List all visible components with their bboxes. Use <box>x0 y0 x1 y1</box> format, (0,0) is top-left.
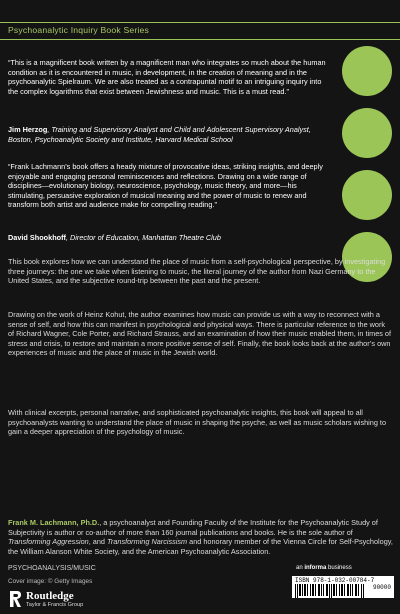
informa-business-label <box>296 565 352 571</box>
endorser-name: David Shookhoff <box>8 233 66 242</box>
book-title: Transforming Narcissism <box>106 537 188 547</box>
endorsement-quote-1 <box>8 58 328 96</box>
circle-decoration <box>342 46 392 96</box>
price-code: 90000 <box>372 584 391 591</box>
barcode-icon <box>295 584 365 598</box>
endorser-role: , Training and Supervisory Analyst and Child and Adolescent Supervisory Analyst, Boston, Psychoanalytic Society and Institute, Harvard Medical School <box>8 125 311 144</box>
series-title: Psychoanalytic Inquiry Book Series <box>8 25 150 35</box>
endorser-name: Jim Herzog <box>8 125 48 134</box>
author-bio <box>8 518 393 556</box>
author-bio-text: and honorary member of the Vienna Circle for Self-Psychology, the William Alanson White Society, and the American Psychoanalytic Association. <box>8 537 393 556</box>
informa-suffix: business <box>326 565 352 571</box>
publisher-group: Taylor & Francis Group <box>26 602 84 608</box>
author-bio-text: , a psychoanalyst and Founding Faculty of the Institute for the Psychoanalytic Study of Subjectivity is author or co-author of more than 160 journal publications and books. He is the sole author of <box>8 518 378 537</box>
isbn-number: ISBN 978-1-032-00784-7 <box>295 577 375 584</box>
author-name: Frank M. Lachmann, Ph.D. <box>8 518 100 527</box>
publisher-name: Routledge <box>26 590 74 602</box>
quote-text: “This is a magnificent book written by a magnificent man who integrates so much about the human condition as it is encountered in music, in development, in the creation of meaning and in the psychoanalytic Spielraum. We are also treated as a contrapuntal motif to an intriguing inquiry into the complex logarithms that exist between Jewishness and music. This is a must read.” <box>8 58 326 96</box>
cover-image-credit: Cover image: © Getty Images <box>8 578 93 585</box>
series-banner <box>0 22 400 40</box>
subject-category: PSYCHOANALYSIS/MUSIC <box>8 565 96 572</box>
endorsement-quote-2 <box>8 162 328 210</box>
endorsement-credit-2 <box>8 233 328 243</box>
routledge-logo-icon <box>8 590 22 608</box>
isbn-barcode <box>292 576 394 598</box>
endorser-role: , Director of Education, Manhattan Theatre Club <box>65 233 221 242</box>
quote-text: “Frank Lachmann’s book offers a heady mixture of provocative ideas, striking insights, and deeply enjoyable and engaging personal reminiscences and reflections. Drawing on a wide range of disciplines—evolutionary biology, neuroscience, psychology, music theory, and more—his stimulating, persuasive exploration of musical meaning and the power of music to renew and transform both artist and audience make for compelling reading.” <box>8 162 323 210</box>
circle-decoration <box>342 170 392 220</box>
description-paragraph-1: This book explores how we can understand the place of music from a self-psychological perspective, by investigating three journeys: the one we take when listening to music, the literal journey of the author from Nazi Germany to the United States, and the subjective round-trip between the past and the present. <box>8 257 386 286</box>
informa-name: informa <box>304 565 327 571</box>
author-bio-text: , and <box>88 537 107 547</box>
circle-decoration <box>342 108 392 158</box>
informa-prefix: an <box>296 565 305 571</box>
endorsement-credit-1 <box>8 125 328 144</box>
description-paragraph-3: With clinical excerpts, personal narrative, and sophisticated psychoanalytic insights, this book will appeal to all psychoanalysts wanting to understand the place of music in shaping the psyche, as well as music scholars wishing to gain a deeper appreciation of the psychology of music. <box>8 408 387 437</box>
book-title: Transforming Aggression <box>8 537 89 547</box>
description-paragraph-2: Drawing on the work of Heinz Kohut, the author examines how music can provide us with a way to reconnect with a sense of self, and how this can manifest in psychological and physical ways. There is particular reference to the work of Richard Wagner, Cole Porter, and Richard Strauss, and an examination of how their music enabled them, in times of stress and crisis, to restore and maintain a more positive sense of self. Finally, the book looks back at the author’s own experiences of music and the place of music in the Jewish world. <box>8 310 392 358</box>
publisher-logo <box>8 590 128 614</box>
